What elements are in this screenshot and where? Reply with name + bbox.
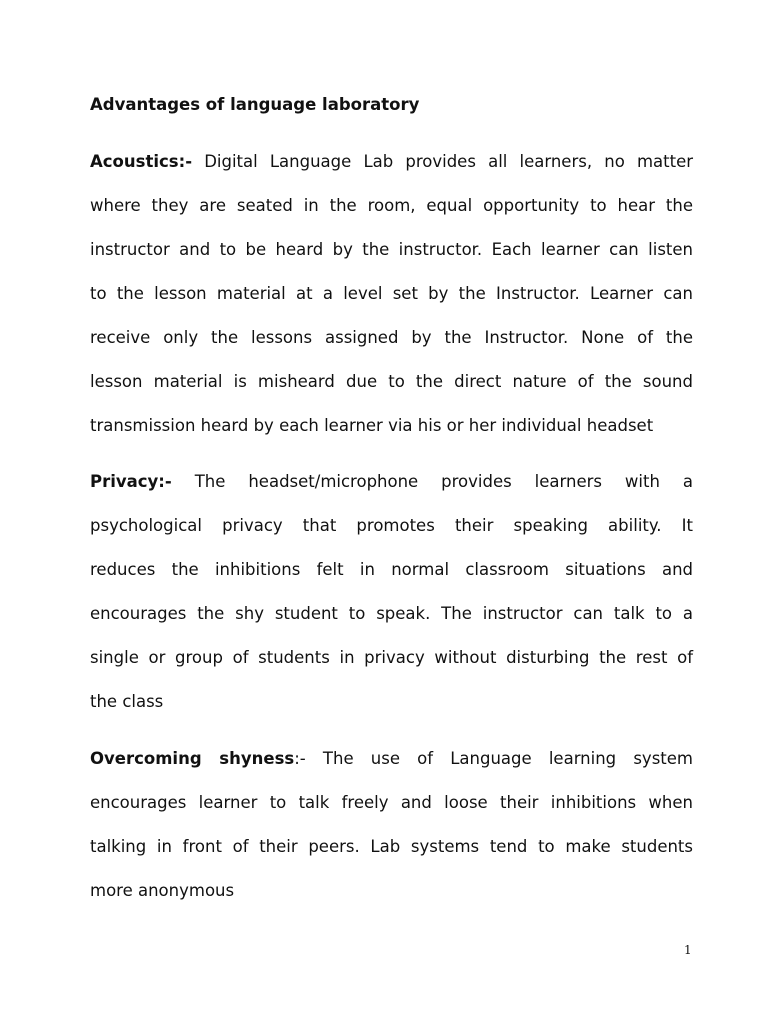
paragraph-line: reduces the inhibitions felt in normal classroom situations and: [90, 560, 693, 579]
section-heading-privacy: Privacy:-: [90, 472, 172, 491]
page-number: 1: [684, 943, 692, 957]
paragraph-line: Acoustics:- Digital Language Lab provides all learners, no matter: [90, 152, 693, 171]
section-acoustics: [90, 140, 693, 448]
paragraph-line: more anonymous: [90, 881, 235, 900]
paragraph-line: to the lesson material at a level set by the Instructor. Learner can: [90, 284, 693, 303]
paragraph-line: talking in front of their peers. Lab systems tend to make students: [90, 837, 693, 856]
paragraph-line: Overcoming shyness:- The use of Language learning system: [90, 749, 693, 768]
section-heading-overcoming-shyness: Overcoming shyness: [90, 749, 295, 768]
section-privacy: [90, 460, 693, 724]
paragraph-line: psychological privacy that promotes their speaking ability. It: [90, 516, 693, 535]
paragraph-line: where they are seated in the room, equal opportunity to hear the: [90, 196, 693, 215]
document-title: Advantages of language laboratory: [90, 95, 420, 114]
paragraph-line: receive only the lessons assigned by the Instructor. None of the: [90, 328, 693, 347]
paragraph-line: transmission heard by each learner via his or her individual headset: [90, 416, 654, 435]
paragraph-line: single or group of students in privacy without disturbing the rest of: [90, 648, 693, 667]
paragraph-line: instructor and to be heard by the instructor. Each learner can listen: [90, 240, 693, 259]
paragraph-line: Privacy:- The headset/microphone provides learners with a: [90, 472, 693, 491]
paragraph-line: encourages the shy student to speak. The instructor can talk to a: [90, 604, 693, 623]
paragraph-line: the class: [90, 692, 164, 711]
section-heading-acoustics: Acoustics:-: [90, 152, 193, 171]
paragraph-line: lesson material is misheard due to the direct nature of the sound: [90, 372, 693, 391]
section-overcoming-shyness: [90, 737, 693, 913]
paragraph-line: encourages learner to talk freely and loose their inhibitions when: [90, 793, 693, 812]
